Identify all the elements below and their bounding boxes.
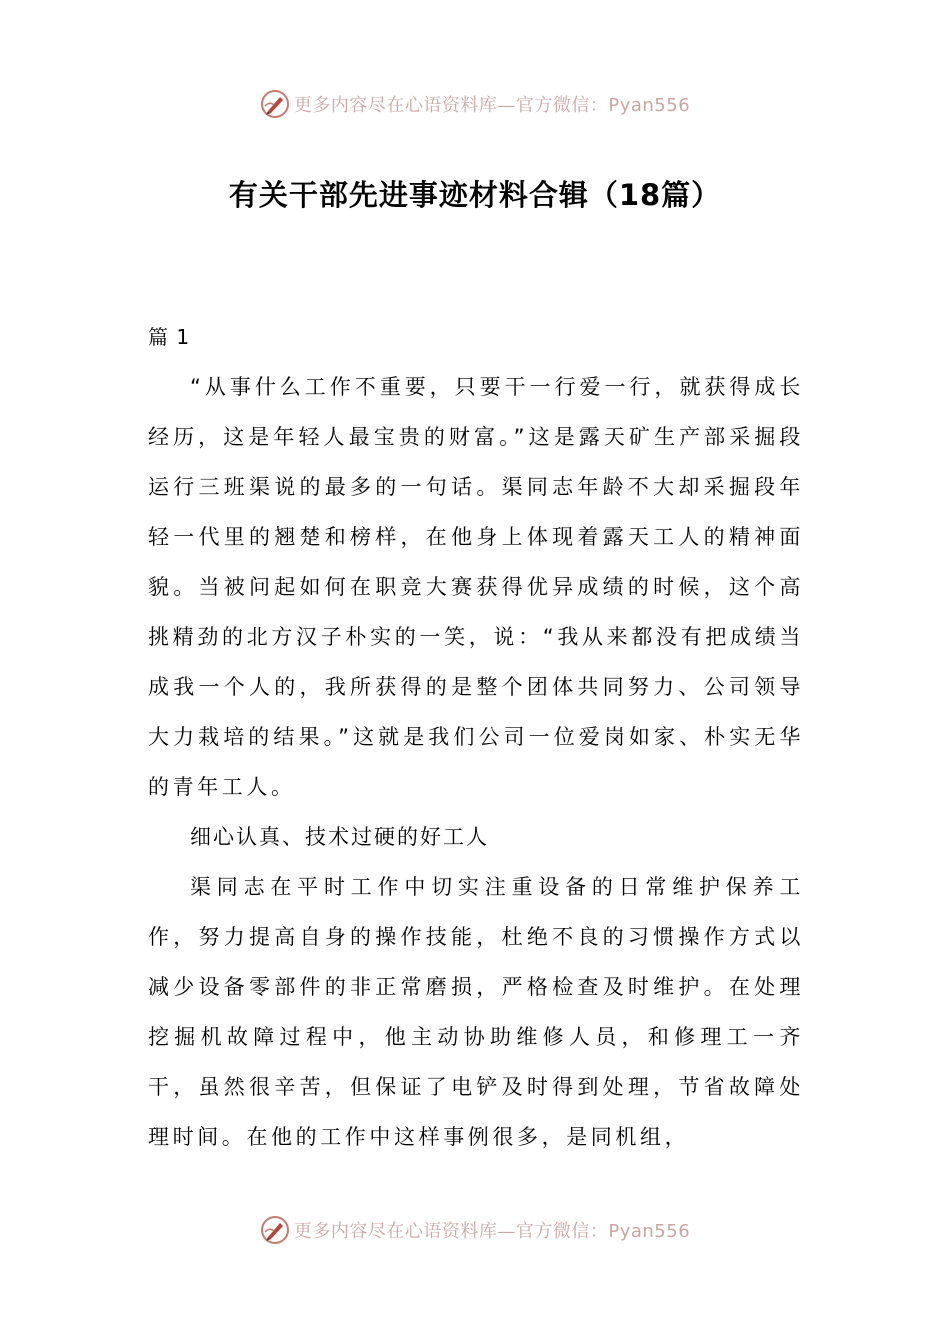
pen-logo-icon — [260, 89, 290, 119]
paragraph-body: 渠同志在平时工作中切实注重设备的日常维护保养工作，努力提高自身的操作技能，杜绝不良的习惯操作方式以减少设备零部件的非正常磨损，严格检查及时维护。在处理挖掘机故障过程中，他主动协助维修人员，和修理工一齐干，虽然很辛苦，但保证了电铲及时得到处理，节省故障处理时间。在他的工作中这样事例很多，是同机组， — [148, 875, 804, 1149]
footer-watermark — [0, 1212, 950, 1248]
document-body — [148, 312, 804, 1162]
section-label: 篇 1 — [148, 325, 191, 349]
header-watermark — [0, 86, 950, 122]
watermark-text: 更多内容尽在心语资料库—官方微信：Pyan556 — [293, 1221, 691, 1242]
pen-logo-icon — [260, 1215, 290, 1245]
paragraph-subheading: 细心认真、技术过硬的好工人 — [190, 825, 489, 849]
document-title: 有关干部先进事迹材料合辑（18篇） — [228, 178, 722, 212]
watermark-text: 更多内容尽在心语资料库—官方微信：Pyan556 — [293, 95, 691, 116]
paragraph-intro: “从事什么工作不重要，只要干一行爱一行，就获得成长经历，这是年轻人最宝贵的财富。”这是露天矿生产部采掘段运行三班渠说的最多的一句话。渠同志年龄不大却采掘段年轻一代里的翘楚和榜样，在他身上体现着露天工人的精神面貌。当被问起如何在职竞大赛获得优异成绩的时候，这个高挑精劲的北方汉子朴实的一笑，说：“我从来都没有把成绩当成我一个人的，我所获得的是整个团体共同努力、公司领导大力栽培的结果。”这就是我们公司一位爱岗如家、朴实无华的青年工人。 — [148, 375, 804, 799]
